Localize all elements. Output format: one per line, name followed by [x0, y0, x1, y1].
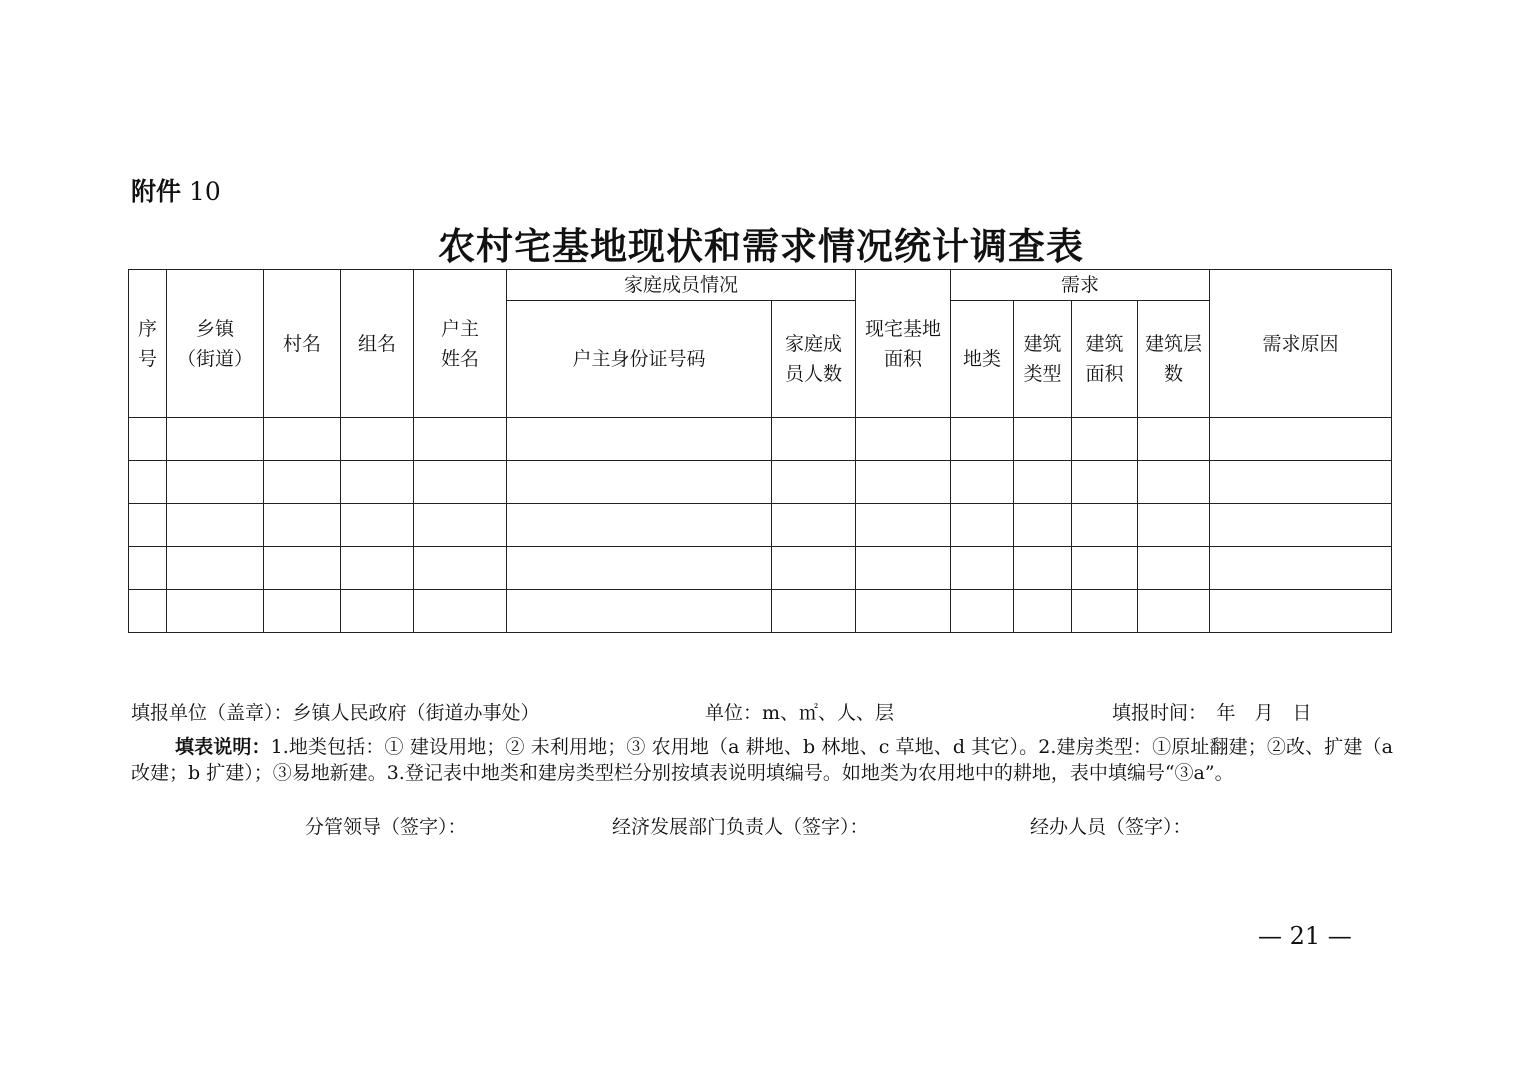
- table-cell[interactable]: [1014, 547, 1072, 590]
- header-reason: 需求原因: [1210, 270, 1392, 418]
- table-cell[interactable]: [341, 504, 414, 547]
- header-township: [167, 270, 264, 418]
- leader-signature: 分管领导（签字）：: [305, 816, 467, 838]
- table-row: [129, 547, 1392, 590]
- fill-date: 填报时间： 年 月 日: [1112, 702, 1312, 724]
- header-head-name: [414, 270, 507, 418]
- attachment-label: [131, 174, 221, 210]
- table-cell[interactable]: [1014, 504, 1072, 547]
- table-cell[interactable]: [1072, 461, 1138, 504]
- header-demand-group: 需求: [951, 270, 1210, 301]
- header-row-1: [129, 270, 1392, 301]
- table-cell[interactable]: [129, 461, 167, 504]
- table-cell[interactable]: [951, 418, 1014, 461]
- table-cell[interactable]: [951, 504, 1014, 547]
- table-cell[interactable]: [856, 547, 951, 590]
- table-cell[interactable]: [772, 590, 856, 633]
- table-row: [129, 590, 1392, 633]
- table-cell[interactable]: [1072, 504, 1138, 547]
- table-cell[interactable]: [167, 418, 264, 461]
- table-cell[interactable]: [341, 547, 414, 590]
- table-row: [129, 504, 1392, 547]
- table-cell[interactable]: [167, 590, 264, 633]
- table-cell[interactable]: [772, 418, 856, 461]
- table-row: [129, 418, 1392, 461]
- table-cell[interactable]: [1210, 547, 1392, 590]
- table-cell[interactable]: [167, 547, 264, 590]
- table-cell[interactable]: [264, 461, 341, 504]
- table-cell[interactable]: [507, 461, 772, 504]
- table-cell[interactable]: [264, 590, 341, 633]
- table-body: [129, 418, 1392, 633]
- table-cell[interactable]: [264, 504, 341, 547]
- header-building-type: [1014, 301, 1072, 418]
- header-floors-text: 建筑层数: [1145, 333, 1203, 385]
- table-cell[interactable]: [167, 504, 264, 547]
- table-cell[interactable]: [341, 418, 414, 461]
- table-cell[interactable]: [414, 590, 507, 633]
- header-member-count: [772, 301, 856, 418]
- table-cell[interactable]: [129, 418, 167, 461]
- table-cell[interactable]: [1138, 418, 1210, 461]
- table-cell[interactable]: [1138, 590, 1210, 633]
- table-cell[interactable]: [1138, 504, 1210, 547]
- table-cell[interactable]: [507, 418, 772, 461]
- table-cell[interactable]: [1138, 461, 1210, 504]
- table-cell[interactable]: [951, 461, 1014, 504]
- header-building-type-text: 建筑类型: [1023, 333, 1062, 385]
- table-row: [129, 461, 1392, 504]
- table-cell[interactable]: [1072, 590, 1138, 633]
- table-cell[interactable]: [772, 461, 856, 504]
- header-id-number: 户主身份证号码: [507, 301, 772, 418]
- table-cell[interactable]: [129, 590, 167, 633]
- units-note: 单位：m、㎡、人、层: [705, 702, 895, 724]
- page-title: 农村宅基地现状和需求情况统计调查表: [438, 224, 1084, 268]
- table-cell[interactable]: [772, 547, 856, 590]
- table-cell[interactable]: [167, 461, 264, 504]
- survey-table: [128, 269, 1392, 633]
- header-seq: 序号: [129, 270, 167, 418]
- table-cell[interactable]: [951, 547, 1014, 590]
- notes-label: 填表说明：: [175, 736, 271, 758]
- dept-signature: 经济发展部门负责人（签字）：: [612, 816, 869, 838]
- table-cell[interactable]: [1210, 461, 1392, 504]
- table-cell[interactable]: [414, 547, 507, 590]
- table-cell[interactable]: [1138, 547, 1210, 590]
- header-township-line2: （街道）: [176, 347, 253, 370]
- header-current-area-text: 现宅基地面积: [865, 317, 942, 370]
- table-cell[interactable]: [264, 547, 341, 590]
- table-cell[interactable]: [414, 461, 507, 504]
- table-cell[interactable]: [264, 418, 341, 461]
- table-cell[interactable]: [856, 418, 951, 461]
- table-cell[interactable]: [341, 590, 414, 633]
- unit-stamp: 填报单位（盖章）：乡镇人民政府（街道办事处）: [131, 702, 540, 724]
- filling-notes: [131, 734, 1393, 786]
- attachment-number: 10: [188, 177, 221, 206]
- table-cell[interactable]: [951, 590, 1014, 633]
- table-cell[interactable]: [1210, 418, 1392, 461]
- table-cell[interactable]: [856, 504, 951, 547]
- table-cell[interactable]: [341, 461, 414, 504]
- table-cell[interactable]: [507, 547, 772, 590]
- header-building-area: [1072, 301, 1138, 418]
- notes-text: 1.地类包括：① 建设用地；② 未利用地；③ 农用地（a 耕地、b 林地、c 草地、d 其它）。2.建房类型：①原址翻建；②改、扩建（a 改建；b 扩建）；③易地新建。3.登记表中地类和建房类型栏分别按填表说明填编号。如地类为农用地中的耕地，表中填编号“③a”。: [131, 736, 1393, 784]
- header-current-area: [856, 270, 951, 418]
- table-cell[interactable]: [772, 504, 856, 547]
- table-cell[interactable]: [1014, 461, 1072, 504]
- header-head-name-text: 户主姓名: [440, 317, 479, 370]
- table-cell[interactable]: [507, 590, 772, 633]
- table-cell[interactable]: [1210, 590, 1392, 633]
- handler-signature: 经办人员（签字）：: [1030, 816, 1192, 838]
- header-building-area-text: 建筑面积: [1085, 333, 1124, 385]
- header-township-line1: 乡镇: [195, 317, 234, 340]
- header-land-type: 地类: [951, 301, 1014, 418]
- table-cell[interactable]: [1014, 418, 1072, 461]
- attachment-text: 附件: [131, 177, 182, 206]
- table-cell[interactable]: [129, 547, 167, 590]
- header-floors: [1138, 301, 1210, 418]
- table-cell[interactable]: [414, 504, 507, 547]
- header-member-count-text: 家庭成员人数: [784, 333, 842, 385]
- table-cell[interactable]: [1210, 504, 1392, 547]
- table-cell[interactable]: [1072, 418, 1138, 461]
- table-cell[interactable]: [129, 504, 167, 547]
- header-village: 村名: [264, 270, 341, 418]
- table-cell[interactable]: [856, 461, 951, 504]
- header-family-group: 家庭成员情况: [507, 270, 856, 301]
- table-cell[interactable]: [1072, 547, 1138, 590]
- table-cell[interactable]: [856, 590, 951, 633]
- header-group: 组名: [341, 270, 414, 418]
- table-cell[interactable]: [507, 504, 772, 547]
- table-cell[interactable]: [414, 418, 507, 461]
- table-cell[interactable]: [1014, 590, 1072, 633]
- page-number: — 21 —: [1258, 922, 1352, 950]
